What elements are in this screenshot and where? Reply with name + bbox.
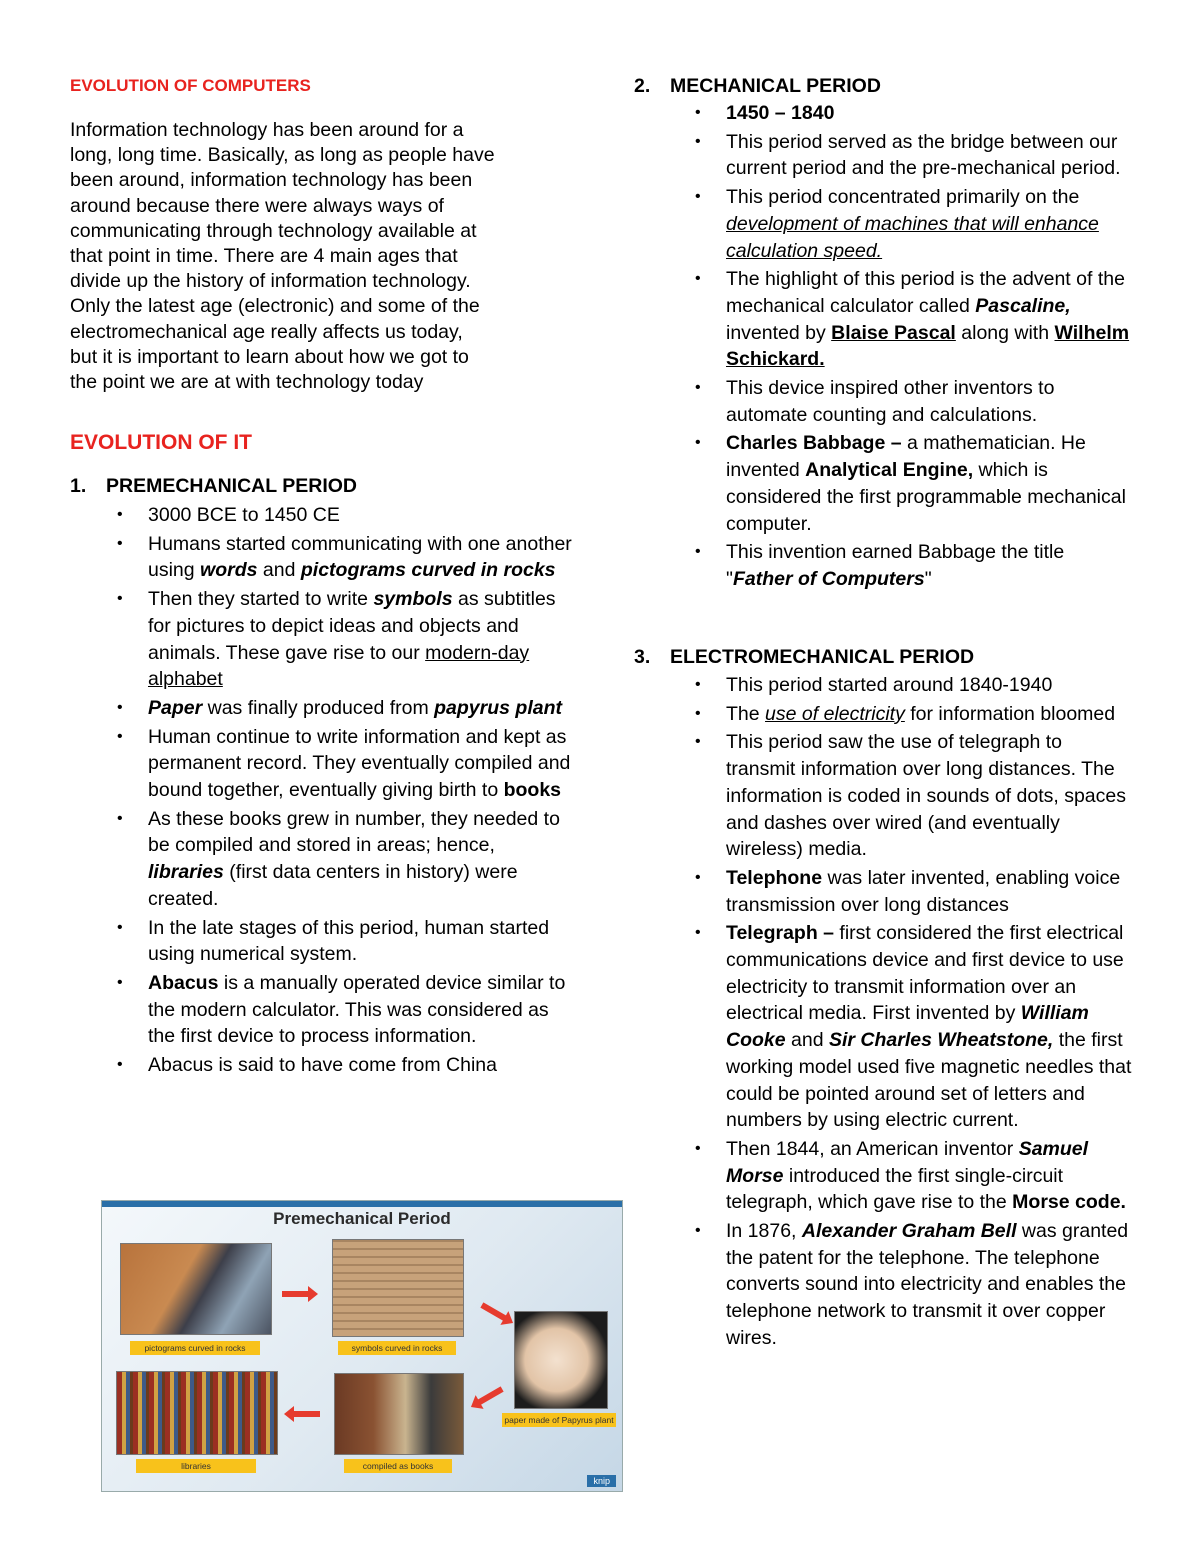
mechanical-list (695, 100, 1136, 595)
caption-papyrus: paper made of Papyrus plant (502, 1413, 616, 1427)
list-item: • This device inspired other inventors to automate counting and calculations. (695, 377, 1055, 426)
premechanical-list (117, 502, 573, 1081)
section-title-mechanical: 2. MECHANICAL PERIOD (634, 75, 881, 97)
intro-line: electromechanical age really affects us today, (70, 320, 463, 343)
symbols-tablet-image (332, 1239, 464, 1337)
list-item: • The use of electricity for information bloomed (695, 702, 1116, 725)
evolution-heading: EVOLUTION OF IT (70, 431, 252, 454)
intro-line: around because there were always ways of (70, 194, 444, 217)
intro-line: divide up the history of information technology. (70, 270, 471, 293)
list-item: • 3000 BCE to 1450 CE (117, 504, 340, 526)
intro-line: but it is important to learn about how we got to (70, 345, 469, 368)
section-title-premechanical: 1. PREMECHANICAL PERIOD (70, 475, 357, 497)
page-title: EVOLUTION OF COMPUTERS (70, 76, 311, 95)
list-item: • The highlight of this period is the advent of the mechanical calculator called Pascaline, invented by Blaise Pascal along with Wilhelm Schickard. (695, 268, 1130, 371)
library-image (116, 1371, 278, 1455)
intro-line: communicating through technology available at (70, 219, 477, 242)
list-item: • Then 1844, an American inventor Samuel Morse introduced the first single-circuit telegraph, which gave rise to the Morse code. (695, 1137, 1126, 1214)
arrow-icon (476, 1386, 503, 1405)
list-item: • Charles Babbage – a mathematician. He invented Analytical Engine, which is considered the first programmable mechanical computer. (695, 432, 1126, 535)
electromechanical-list (695, 672, 1136, 1354)
arrow-icon (292, 1411, 320, 1417)
caption-libraries: libraries (136, 1459, 256, 1473)
list-item: • As these books grew in number, they needed to be compiled and stored in areas; hence, libraries (first data centers in history) were created. (117, 807, 560, 910)
list-item: • This period started around 1840-1940 (695, 674, 1053, 696)
list-item: • This period saw the use of telegraph to transmit information over long distances. The information is coded in sounds of dots, spaces and dashes over wired (and eventually wireless) media. (695, 731, 1126, 861)
list-item: • In the late stages of this period, human started using numerical system. (117, 916, 550, 966)
intro-line: long, long time. Basically, as long as people have (70, 144, 495, 167)
intro-line: Information technology has been around for a (70, 119, 464, 141)
knip-badge: knip (587, 1475, 616, 1487)
list-item: • Human continue to write information and kept as permanent record. They eventually compiled and bound together, eventually giving birth to books (117, 725, 571, 802)
list-item: • Abacus is a manually operated device similar to the modern calculator. This was considered as the first device to process information. (117, 971, 566, 1048)
intro-line: the point we are at with technology today (70, 371, 424, 394)
arrow-icon (480, 1302, 507, 1321)
list-item: • 1450 – 1840 (695, 102, 835, 124)
caption-books: compiled as books (344, 1459, 452, 1473)
intro-paragraph (70, 118, 570, 395)
books-image (334, 1373, 464, 1455)
list-item: • Telegraph – first considered the first electrical communications device and first device to use electricity to transmit information over an electrical media. First invented by William Cooke and Sir Charles Wheatstone, the first working model used five magnetic needles that could be pointed around set of letters and numbers by using electric current. (695, 922, 1132, 1132)
intro-line: been around, information technology has been (70, 169, 473, 192)
premechanical-figure (101, 1200, 623, 1492)
list-item: • Paper was finally produced from papyrus plant (117, 696, 562, 719)
papyrus-image (514, 1311, 608, 1409)
arrow-icon (282, 1291, 310, 1297)
list-item: • In 1876, Alexander Graham Bell was granted the patent for the telephone. The telephone converts sound into electricity and enables the telephone network to transmit it over copper wires. (695, 1220, 1129, 1349)
figure-title: Premechanical Period (273, 1209, 451, 1228)
list-item: • Then they started to write symbols as subtitles for pictures to depict ideas and objects and animals. These gave rise to our modern-day alphabet (117, 588, 556, 691)
list-item: • This period served as the bridge between our current period and the pre-mechanical period. (695, 130, 1121, 180)
pictograms-image (120, 1243, 272, 1335)
list-item: • Telephone was later invented, enabling voice transmission over long distances (695, 866, 1121, 916)
intro-line: Only the latest age (electronic) and some of the (70, 295, 480, 318)
list-item: • Humans started communicating with one another using words and pictograms curved in rocks (117, 532, 572, 582)
list-item: • This invention earned Babbage the title "Father of Computers" (695, 541, 1065, 590)
caption-pictograms: pictograms curved in rocks (130, 1341, 260, 1355)
section-title-electromechanical: 3. ELECTROMECHANICAL PERIOD (634, 646, 975, 668)
caption-symbols: symbols curved in rocks (338, 1341, 456, 1355)
list-item: • This period concentrated primarily on the development of machines that will enhance calculation speed. (695, 186, 1099, 262)
list-item: • Abacus is said to have come from China (117, 1054, 498, 1077)
intro-line: that point in time. There are 4 main ages that (70, 245, 458, 268)
